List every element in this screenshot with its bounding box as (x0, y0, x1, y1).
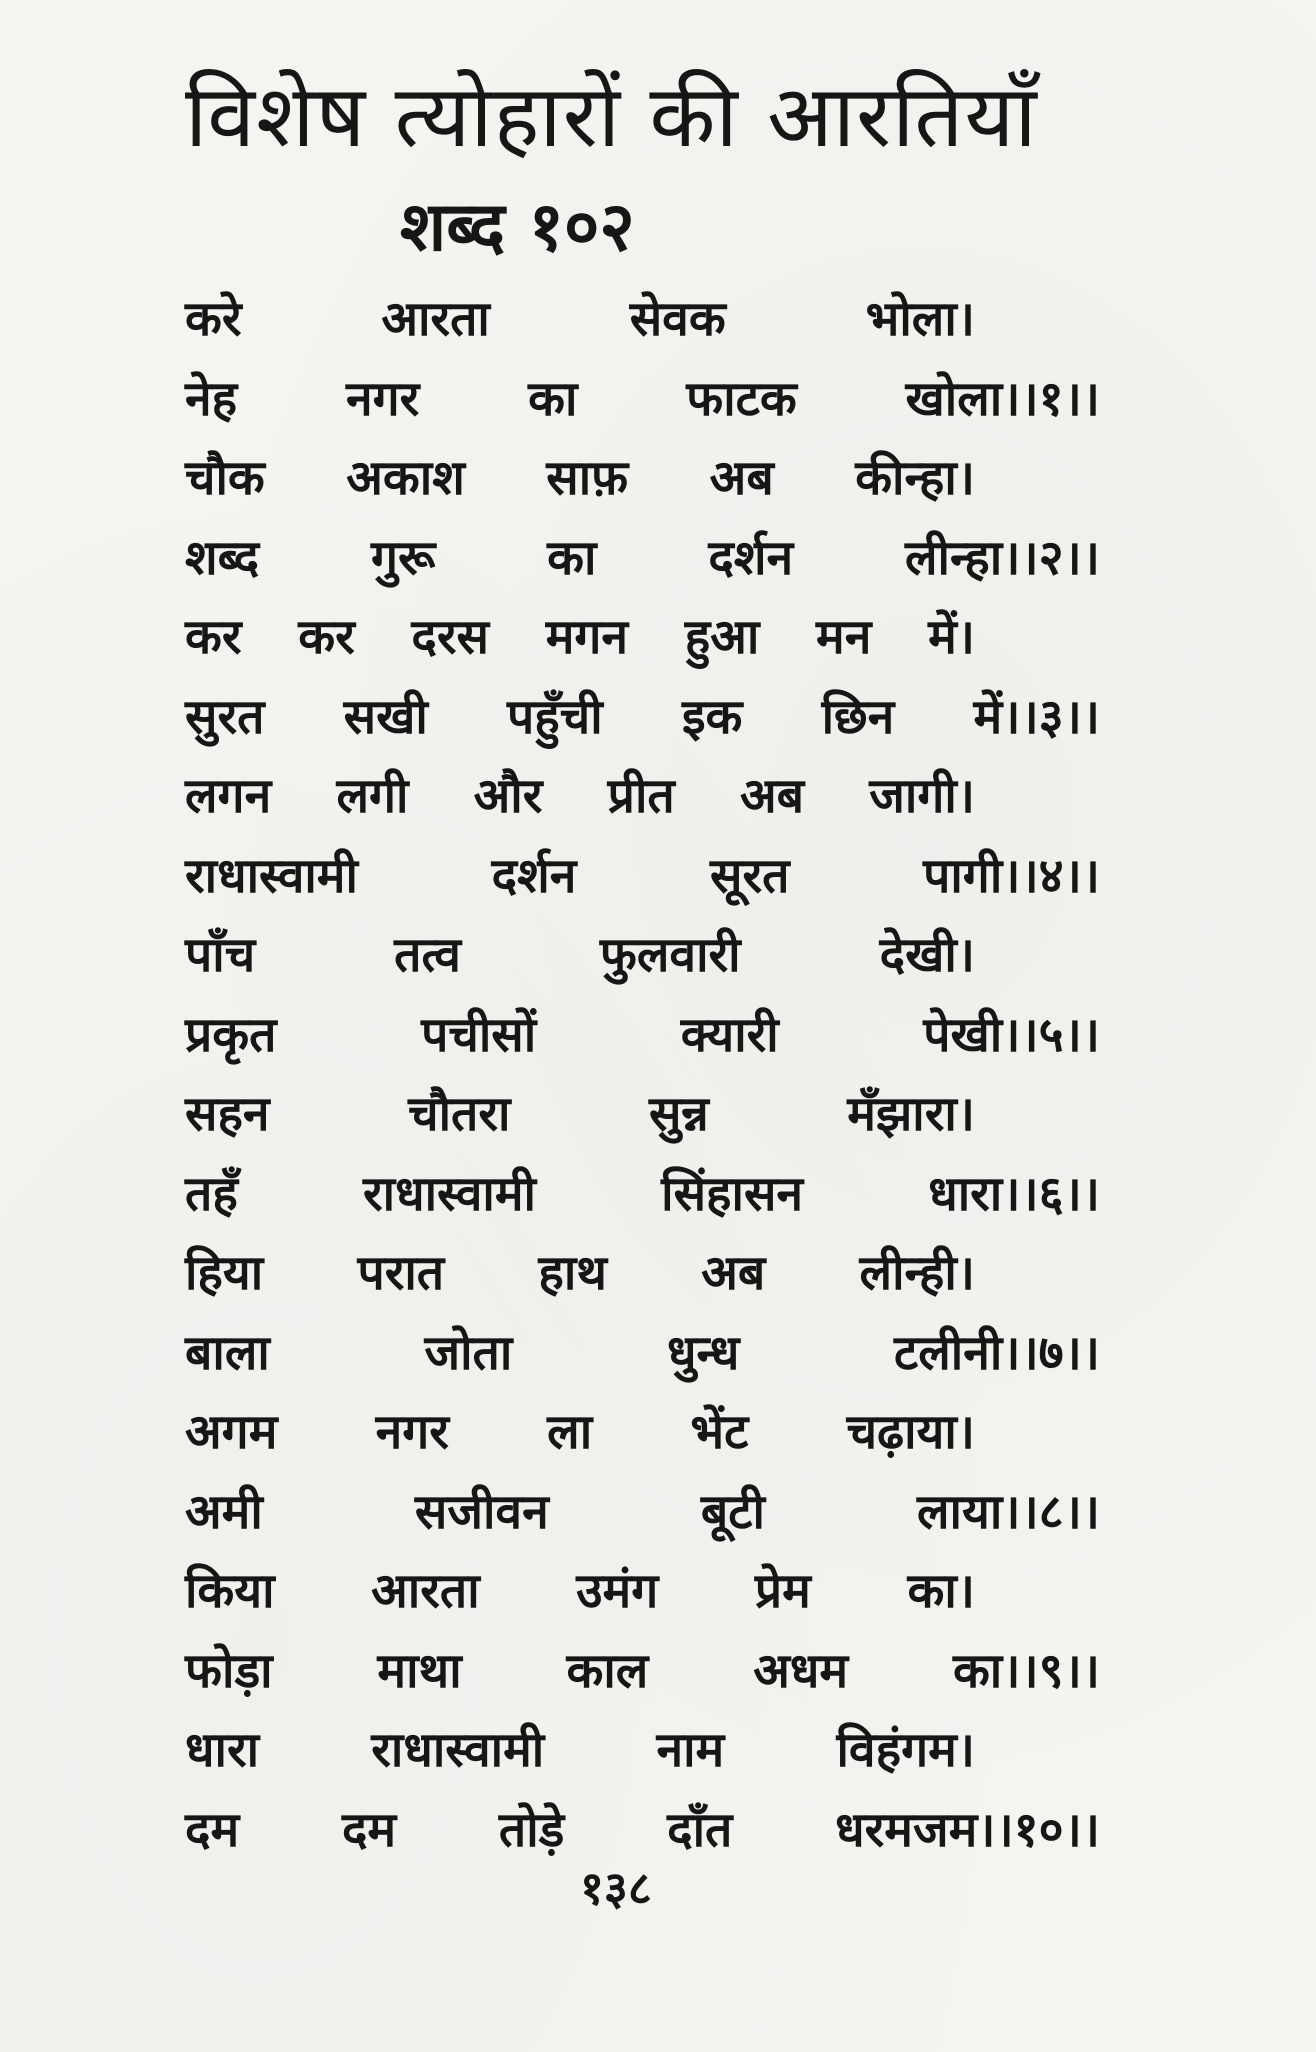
verse-block (185, 278, 1100, 1868)
verse-line (185, 835, 1100, 915)
verse-line (185, 676, 1100, 756)
verse-word: पेखी।।५।। (923, 1006, 1100, 1063)
verse-word: देखी। (879, 927, 975, 984)
verse-word: साफ़ (546, 450, 629, 507)
verse-word: काल (566, 1642, 649, 1699)
verse-word: पागी।।४।। (923, 847, 1100, 904)
verse-word: पचीसों (421, 1006, 537, 1063)
verse-word: सिंहासन (661, 1165, 804, 1222)
verse-word: माथा (377, 1642, 462, 1699)
verse-word: बाला (185, 1324, 270, 1381)
verse-word: फुलवारी (599, 927, 741, 984)
verse-word: ला (547, 1404, 593, 1461)
verse-word: राधास्वामी (185, 847, 358, 904)
verse-word: सखी (343, 688, 428, 745)
verse-word: इक (681, 688, 743, 745)
verse-line (185, 1550, 975, 1630)
verse-word: मन (816, 609, 872, 666)
verse-word: सूरत (710, 847, 790, 904)
page-title: विशेष त्योहारों की आरतियाँ (185, 67, 1038, 167)
verse-word: सहन (185, 1086, 270, 1143)
verse-word: दर्शन (708, 529, 794, 586)
verse-word: में। (928, 609, 975, 666)
verse-word: प्रकृत (185, 1006, 277, 1063)
verse-word: अब (701, 1245, 766, 1302)
verse-word: अमी (185, 1483, 263, 1540)
verse-line (185, 755, 975, 835)
verse-line (185, 517, 1100, 597)
verse-word: फाटक (686, 370, 797, 427)
verse-word: उमंग (576, 1563, 659, 1620)
verse-word: दम (185, 1801, 240, 1858)
hymn-heading: शब्द १०२ (400, 188, 635, 267)
verse-word: लीन्हा।।२।। (904, 529, 1100, 586)
verse-line (185, 1153, 1100, 1233)
verse-word: नगर (345, 370, 420, 427)
verse-line (185, 994, 1100, 1074)
verse-word: कीन्हा। (855, 450, 975, 507)
verse-word: नगर (375, 1404, 449, 1461)
verse-word: लीन्ही। (859, 1245, 975, 1302)
verse-word: आरता (381, 291, 490, 348)
verse-word: राधास्वामी (371, 1722, 545, 1779)
verse-word: नाम (656, 1722, 725, 1779)
verse-line (185, 1709, 975, 1789)
verse-word: अधम (753, 1642, 849, 1699)
verse-word: चौतरा (408, 1086, 511, 1143)
verse-word: छिन (821, 688, 895, 745)
verse-word: अकाश (346, 450, 465, 507)
verse-word: का (547, 529, 597, 586)
verse-word: दर्शन (491, 847, 577, 904)
verse-word: धुन्ध (667, 1324, 740, 1381)
verse-word: हाथ (538, 1245, 607, 1302)
verse-word: नेह (185, 370, 238, 427)
verse-word: अगम (185, 1404, 278, 1461)
verse-word: प्रीत (607, 768, 675, 825)
verse-line (185, 278, 975, 358)
verse-word: धरमजम।।१०।। (835, 1801, 1100, 1858)
verse-word: प्रेम (754, 1563, 811, 1620)
verse-word: लगन (185, 768, 272, 825)
verse-word: तत्व (394, 927, 461, 984)
verse-line (185, 1789, 1100, 1869)
verse-word: लाया।।८।। (917, 1483, 1100, 1540)
verse-word: चढ़ाया। (846, 1404, 975, 1461)
verse-word: तोड़े (498, 1801, 565, 1858)
verse-line (185, 914, 975, 994)
verse-word: फोड़ा (185, 1642, 273, 1699)
verse-word: पहुँची (507, 688, 603, 745)
verse-line (185, 1391, 975, 1471)
verse-word: कर (185, 609, 242, 666)
verse-line (185, 1630, 1100, 1710)
verse-word: और (473, 768, 543, 825)
verse-word: पाँच (185, 927, 256, 984)
verse-word: कर (298, 609, 355, 666)
verse-word: विहंगम। (836, 1722, 975, 1779)
verse-word: सुरत (185, 688, 265, 745)
verse-word: जोता (424, 1324, 513, 1381)
verse-word: सेवक (629, 291, 726, 348)
verse-word: जागी। (869, 768, 975, 825)
verse-word: दाँत (667, 1801, 733, 1858)
verse-word: मगन (545, 609, 629, 666)
verse-line (185, 1232, 975, 1312)
verse-word: चौक (185, 450, 265, 507)
verse-word: सुन्न (648, 1086, 709, 1143)
verse-word: आरता (371, 1563, 480, 1620)
verse-word: धारा (185, 1722, 260, 1779)
verse-word: लगी (336, 768, 409, 825)
verse-word: करे (185, 291, 242, 348)
verse-word: खोला।।१।। (905, 370, 1100, 427)
verse-word: दरस (411, 609, 489, 666)
verse-word: अब (709, 450, 774, 507)
verse-word: मँझारा। (847, 1086, 975, 1143)
verse-word: सजीवन (414, 1483, 549, 1540)
verse-word: अब (739, 768, 805, 825)
verse-word: गुरू (370, 529, 436, 586)
verse-word: किया (185, 1563, 275, 1620)
verse-word: तहँ (185, 1165, 238, 1222)
verse-line (185, 1073, 975, 1153)
verse-word: परात (357, 1245, 445, 1302)
page-number: १३८ (580, 1861, 652, 1915)
verse-line (185, 596, 975, 676)
verse-line (185, 1312, 1100, 1392)
verse-word: का। (907, 1563, 975, 1620)
verse-word: का।।९।। (952, 1642, 1100, 1699)
verse-line (185, 1471, 1100, 1551)
verse-line (185, 437, 975, 517)
verse-word: में।।३।। (973, 688, 1100, 745)
verse-word: क्यारी (680, 1006, 779, 1063)
verse-line (185, 358, 1100, 438)
verse-word: हुआ (684, 609, 760, 666)
verse-word: भेंट (690, 1404, 749, 1461)
verse-word: दम (341, 1801, 397, 1858)
verse-word: शब्द (185, 529, 260, 586)
verse-word: धारा।।६।। (928, 1165, 1100, 1222)
verse-word: टलीनी।।७।। (894, 1324, 1100, 1381)
verse-word: भोला। (865, 291, 975, 348)
verse-word: का (528, 370, 578, 427)
verse-word: बूटी (700, 1483, 765, 1540)
verse-word: हिया (185, 1245, 264, 1302)
verse-word: राधास्वामी (363, 1165, 536, 1222)
